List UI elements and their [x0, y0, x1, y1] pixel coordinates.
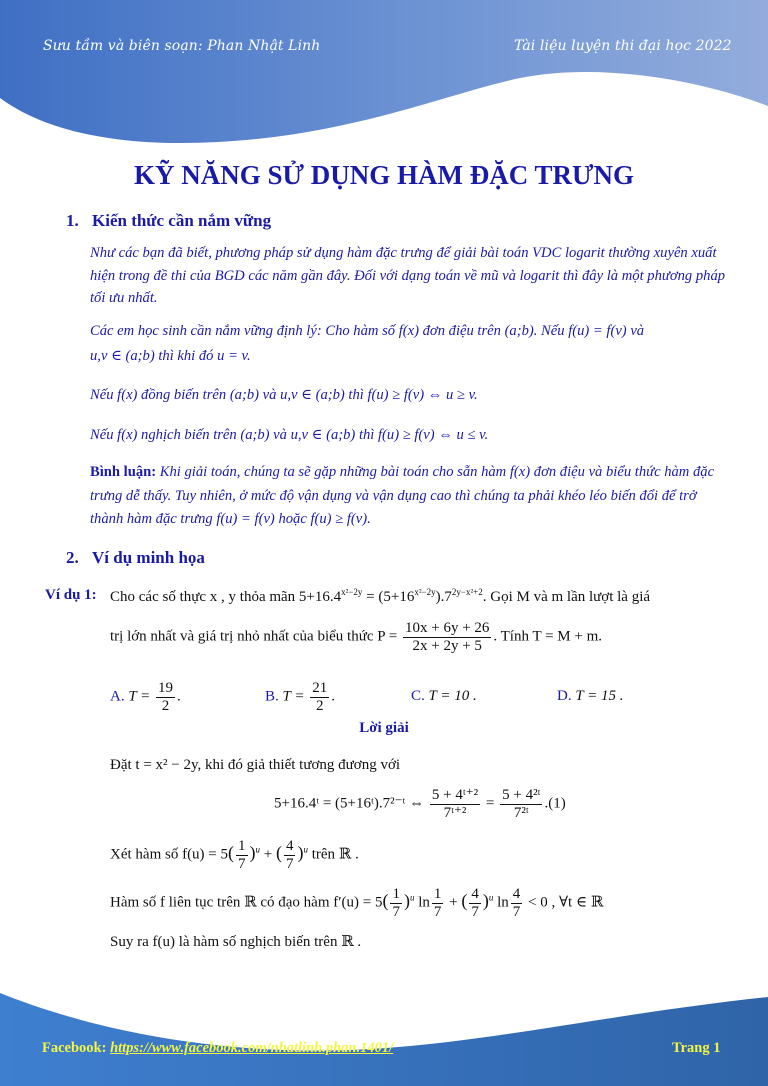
- fraction: [236, 838, 248, 872]
- paren: ): [403, 890, 410, 911]
- decreasing-rule: Nếu f(x) nghịch biến trên (a;b) và u,v ∈ (a;b) thì f(u) ≥ f(v) ⇔ u ≤ v.: [90, 427, 489, 443]
- header-wave-banner: [0, 0, 768, 150]
- header-doc-title: Tài liệu luyện thi đại học 2022: [514, 38, 732, 54]
- text: T = 10 .: [428, 688, 477, 704]
- text: .: [331, 688, 335, 705]
- theorem-line-2: u,v ∈ (a;b) thì khi đó u = v.: [90, 348, 251, 364]
- intro-paragraph: Như các bạn đã biết, phương pháp sử dụng hàm đặc trưng để giải bài toán VDC logarit thường xuyên xuất hiện trong đề thi của BGD các năm gần đây. Đối với dạng toán về mũ và logarit thì đây là một phương pháp tối ưu nhất.: [90, 245, 726, 306]
- numerator: 1: [238, 838, 246, 854]
- paren: (: [382, 890, 389, 911]
- facebook-link[interactable]: https://www.facebook.com/nhatlinh.phan.1401/: [110, 1040, 394, 1056]
- exponent: x²−2y: [341, 587, 363, 597]
- example-statement-line-2: [110, 620, 602, 654]
- numerator: 19: [158, 680, 174, 696]
- paren: (: [461, 890, 468, 911]
- fraction: [500, 787, 542, 821]
- increasing-rule: Nếu f(x) đồng biến trên (a;b) và u,v ∈ (a;b) thì f(u) ≥ f(v) ⇔ u ≥ v.: [90, 387, 478, 403]
- section-heading-1: [66, 211, 271, 231]
- denominator: 7: [512, 903, 521, 920]
- text: . Gọi M và m lần lượt là giá: [482, 589, 651, 605]
- denominator: 7: [285, 855, 294, 872]
- text: =: [485, 795, 495, 812]
- solution-step-2: [274, 787, 566, 821]
- exponent: u: [409, 892, 415, 903]
- footer-wave-banner: [0, 985, 768, 1086]
- text: 5+16.4ᵗ = (5+16ᵗ).7²⁻ᵗ ⇔: [274, 795, 425, 812]
- text: ln: [497, 894, 509, 911]
- solution-heading: Lời giải: [359, 720, 409, 736]
- fraction: [430, 787, 480, 821]
- text: . Tính T = M + m.: [493, 628, 603, 645]
- text: .: [177, 688, 181, 705]
- exponent: u: [255, 844, 261, 855]
- numerator: 4: [471, 886, 479, 902]
- option-c[interactable]: [411, 688, 477, 705]
- denominator: 2: [161, 697, 170, 714]
- text: T =: [128, 688, 151, 705]
- text: .(1): [544, 795, 566, 812]
- fraction: [511, 886, 523, 920]
- example-statement-line-1: [110, 587, 650, 606]
- fraction: [469, 886, 481, 920]
- section-heading-2: [66, 548, 205, 568]
- text: ln: [418, 894, 430, 911]
- text: Hàm số f liên tục trên ℝ có đạo hàm f′(u) = 5: [110, 894, 383, 911]
- text: Cho các số thực x , y thỏa mãn 5+16.4: [110, 589, 342, 605]
- text: < 0 , ∀t ∈ ℝ: [528, 894, 604, 911]
- option-d[interactable]: [557, 688, 624, 705]
- fraction: [310, 680, 329, 714]
- section-title: Ví dụ minh họa: [92, 548, 205, 567]
- exponent: u: [303, 844, 308, 855]
- denominator: 7²ᵗ: [513, 804, 529, 821]
- denominator: 2x + 2y + 5: [412, 637, 482, 654]
- paren: ): [482, 890, 489, 911]
- exponent: u: [488, 892, 494, 903]
- denominator: 7: [392, 903, 400, 920]
- text: = (5+16: [362, 589, 415, 605]
- paren: ): [297, 842, 304, 863]
- exponent: x²−2y: [414, 587, 436, 597]
- solution-step-1: Đặt t = x² − 2y, khi đó giả thiết tương đương với: [110, 757, 401, 773]
- example-label: Ví dụ 1:: [45, 587, 97, 603]
- denominator: 2: [315, 697, 324, 714]
- fraction: [432, 886, 444, 920]
- text: trị lớn nhất và giá trị nhỏ nhất của biểu thức P =: [110, 628, 398, 645]
- denominator: 7ᵗ⁺²: [443, 804, 467, 821]
- page-title: KỸ NĂNG SỬ DỤNG HÀM ĐẶC TRƯNG: [134, 160, 634, 190]
- fraction-P: [403, 620, 491, 654]
- paren: (: [228, 842, 235, 863]
- fraction: [156, 680, 175, 714]
- paren: ): [249, 842, 256, 863]
- numerator: 1: [392, 886, 400, 902]
- header-author: Sưu tầm và biên soạn: Phan Nhật Linh: [43, 38, 321, 54]
- footer-facebook: [42, 1040, 393, 1057]
- text: Xét hàm số f(u) = 5: [110, 846, 229, 863]
- option-letter: C.: [411, 688, 425, 704]
- solution-step-3: [110, 838, 359, 872]
- numerator: 21: [312, 680, 328, 696]
- text: ).7: [435, 589, 452, 605]
- denominator: 7: [238, 855, 246, 872]
- denominator: 7: [471, 903, 479, 920]
- text: T = 15 .: [575, 688, 624, 704]
- option-letter: D.: [557, 688, 572, 704]
- paren: (: [275, 842, 282, 863]
- numerator: 10x + 6y + 26: [404, 620, 490, 636]
- text: trên ℝ .: [311, 846, 359, 863]
- numerator: 4: [512, 886, 521, 902]
- fraction: [390, 886, 402, 920]
- section-number: 1.: [66, 211, 79, 230]
- comment-label: Bình luận:: [90, 464, 157, 480]
- comment-text: Khi giải toán, chúng ta sẽ gặp những bài toán cho sẵn hàm f(x) đơn điệu và biểu thức hàm đặc trưng dễ thấy. Tuy nhiên, ở mức độ vận dụng và vận dụng cao thì chúng ta phải khéo léo biến đổi để trở thành hàm đặc trưng f(u) = f(v) hoặc f(u) ≥ f(v).: [90, 464, 715, 527]
- option-a[interactable]: [110, 680, 181, 714]
- section-title: Kiến thức cần nắm vững: [92, 211, 272, 230]
- facebook-label: Facebook:: [42, 1040, 111, 1056]
- text: +: [263, 846, 273, 863]
- section-number: 2.: [66, 548, 79, 567]
- solution-step-5: Suy ra f(u) là hàm số nghịch biến trên ℝ .: [110, 934, 362, 950]
- numerator: 5 + 4ᵗ⁺²: [431, 787, 479, 803]
- fraction: [284, 838, 296, 872]
- text: +: [449, 894, 458, 911]
- option-letter: A.: [110, 688, 125, 705]
- exponent: 2y−x²+2: [451, 587, 483, 597]
- comment-paragraph: [90, 461, 730, 532]
- theorem-line-1: Các em học sinh cần nắm vững định lý: Cho hàm số f(x) đơn điệu trên (a;b). Nếu f(u) = f(v) và: [90, 323, 645, 339]
- denominator: 7: [433, 903, 442, 920]
- numerator: 4: [285, 838, 294, 854]
- numerator: 5 + 4²ᵗ: [502, 787, 541, 803]
- text: T =: [282, 688, 305, 705]
- page-number: Trang 1: [672, 1040, 721, 1056]
- option-b[interactable]: [265, 680, 335, 714]
- option-letter: B.: [265, 688, 279, 705]
- numerator: 1: [433, 886, 442, 902]
- solution-step-4: [110, 886, 603, 920]
